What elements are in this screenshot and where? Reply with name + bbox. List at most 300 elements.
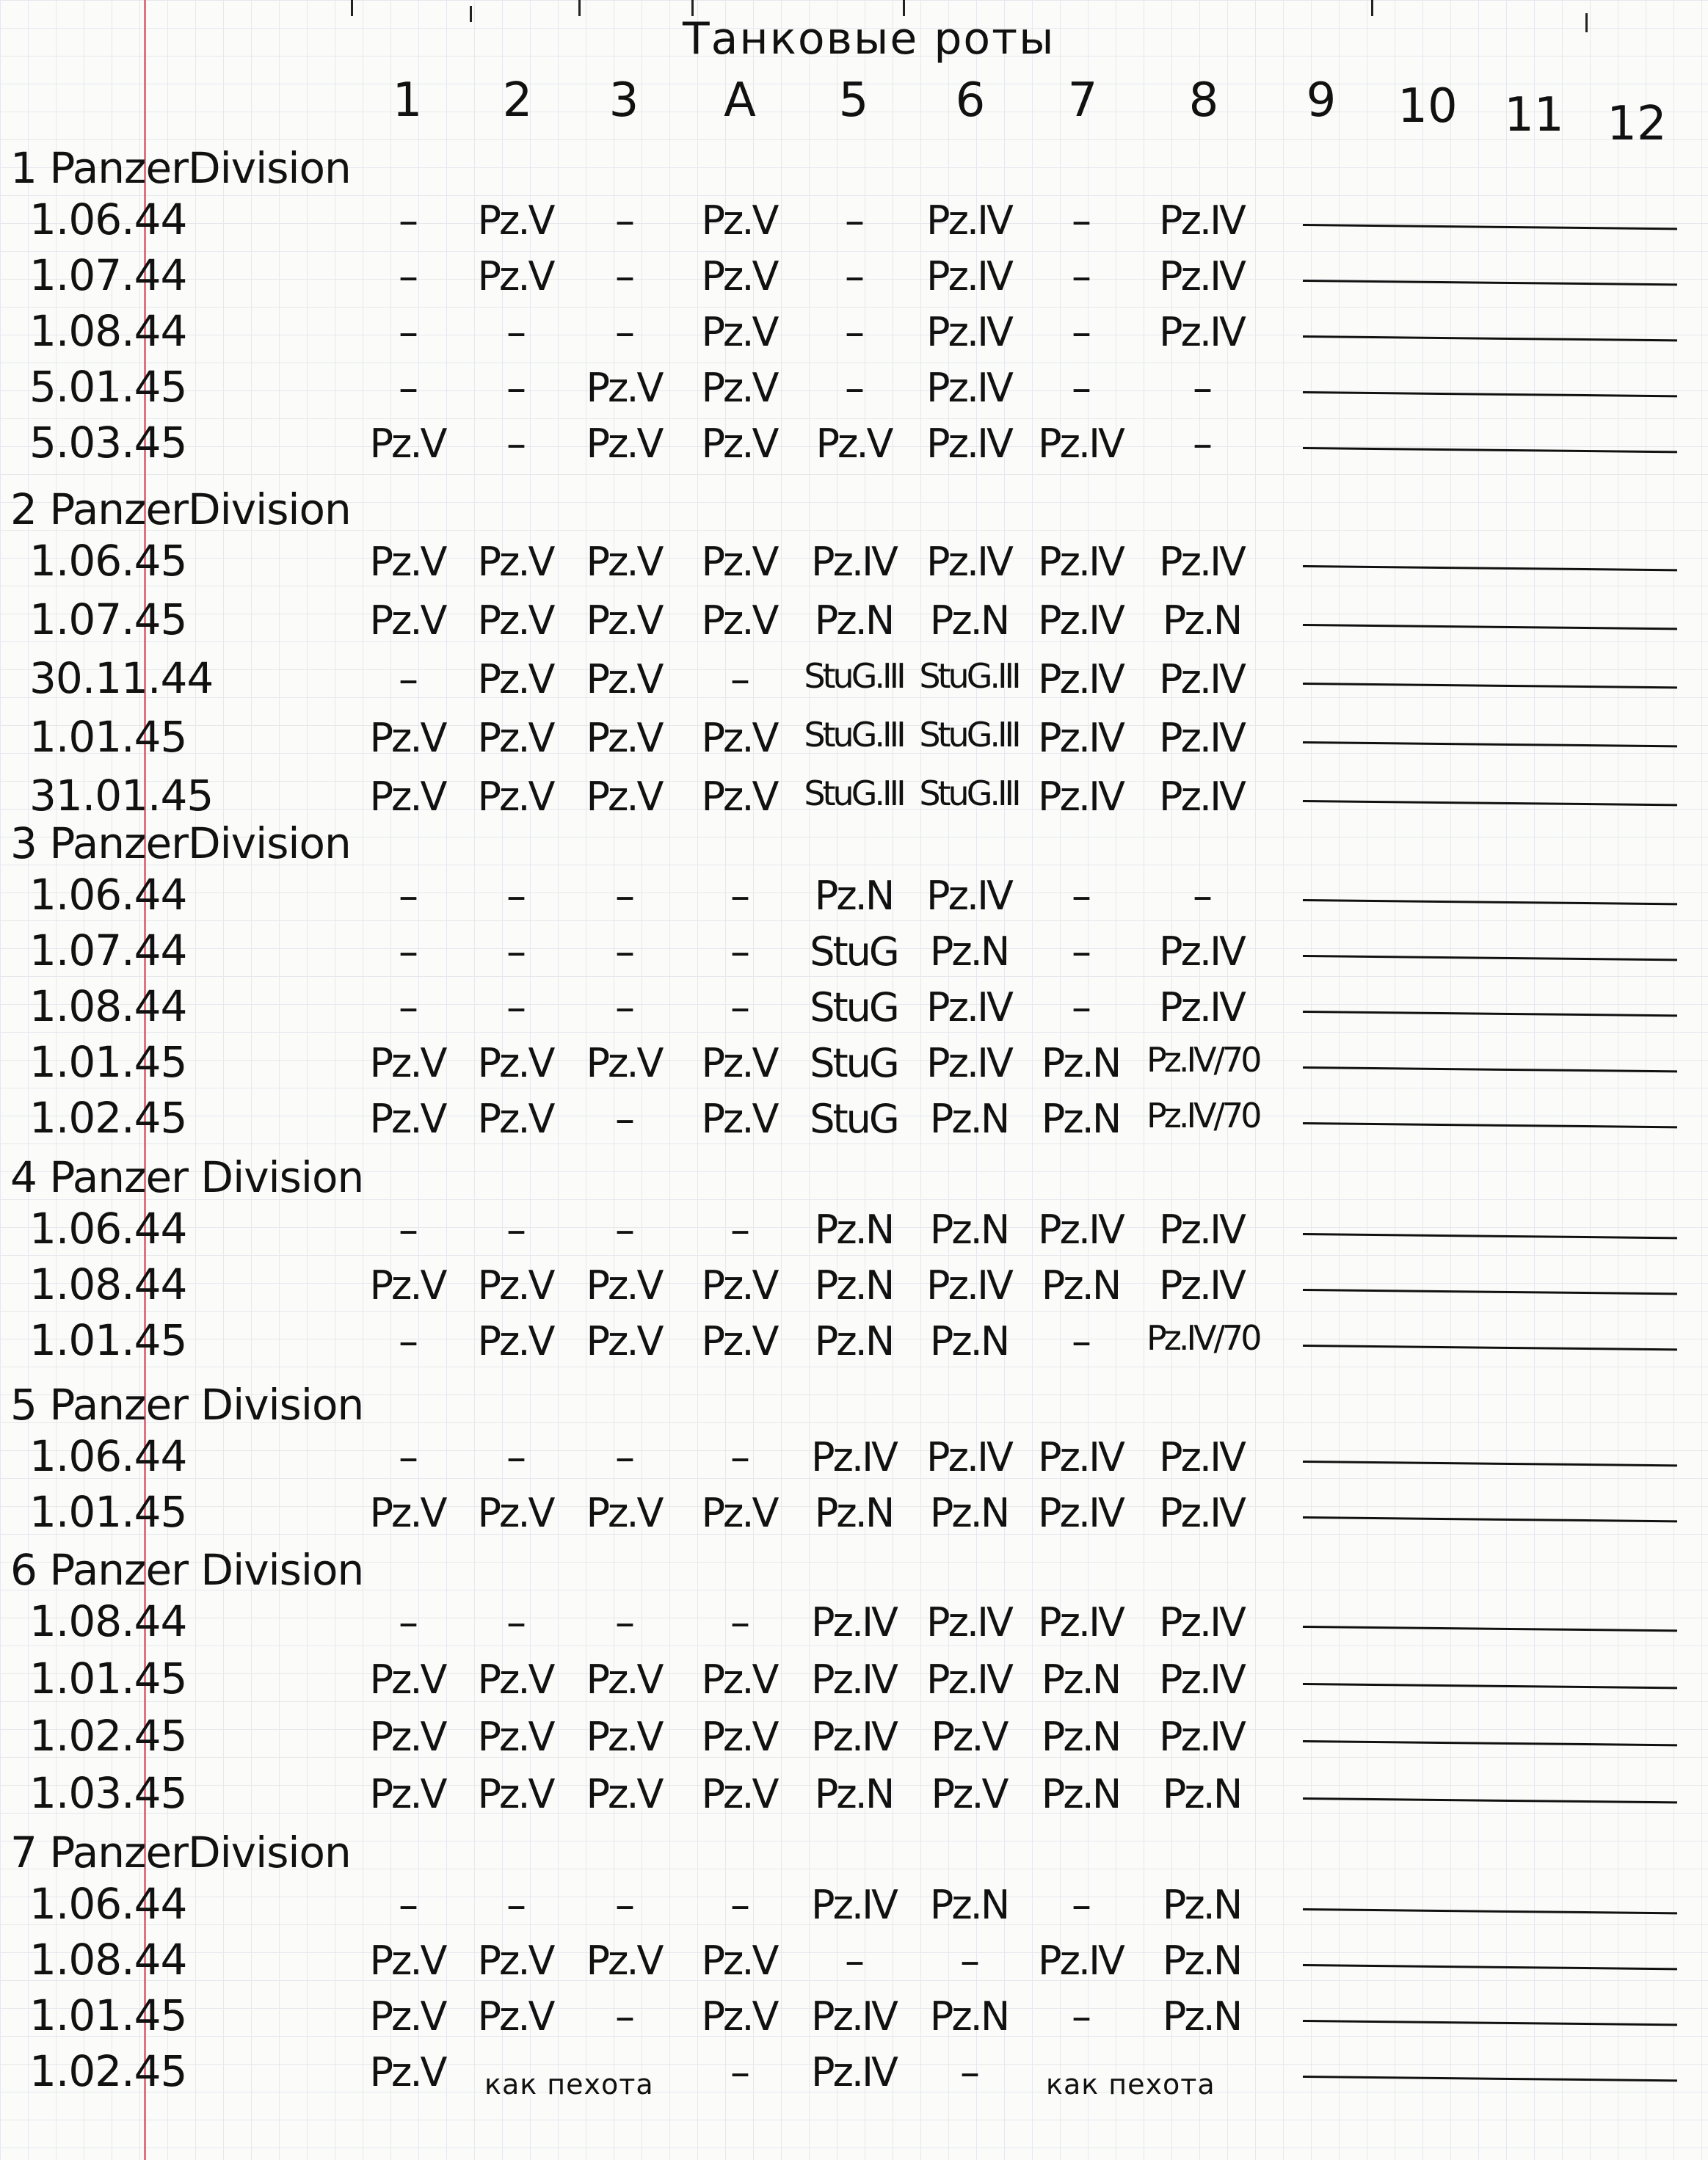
company-cell: Pz.IV: [1038, 656, 1123, 702]
column-number: 10: [1398, 79, 1458, 134]
company-cell: Pz.IV: [1038, 1434, 1123, 1480]
column-number: 12: [1607, 97, 1667, 151]
company-cell: Pz.V: [701, 1993, 777, 2040]
company-cell: Pz.IV: [926, 365, 1011, 411]
company-cell: Pz.N: [814, 1771, 893, 1817]
division-heading: 2 PanzerDivision: [10, 484, 351, 534]
company-cell: Pz.IV: [811, 1714, 896, 1760]
table-row: [0, 418, 1708, 469]
row-date: 1.06.44: [29, 1204, 187, 1254]
column-number: A: [724, 73, 756, 128]
company-cell: Pz.N: [1041, 1657, 1120, 1703]
row-date: 1.06.45: [29, 536, 187, 586]
company-cell: –: [845, 309, 862, 355]
company-cell: Pz.IV: [811, 2049, 896, 2095]
company-cell: Pz.V: [586, 1938, 662, 1984]
blank-columns-line: [1303, 447, 1677, 453]
company-cell: Pz.IV: [926, 421, 1011, 467]
division-heading: 6 Panzer Division: [10, 1545, 364, 1595]
company-cell: Pz.IV: [926, 1040, 1011, 1086]
company-cell: –: [615, 1993, 633, 2040]
company-cell: –: [506, 928, 524, 975]
company-cell: Pz.V: [477, 197, 553, 244]
company-cell: Pz.V: [701, 253, 777, 299]
company-cell: Pz.IV: [1038, 421, 1123, 467]
company-cell: –: [615, 197, 633, 244]
row-date: 1.08.44: [29, 1596, 187, 1646]
company-cell: –: [845, 1938, 862, 1984]
company-cell: –: [960, 1938, 978, 1984]
company-cell: StuG.III: [804, 715, 904, 754]
company-cell: Pz.V: [369, 1040, 446, 1086]
company-cell: StuG: [810, 1096, 898, 1142]
blank-columns-line: [1303, 1964, 1677, 1970]
company-cell: Pz.N: [1041, 1262, 1120, 1309]
blank-columns-line: [1303, 335, 1677, 341]
company-cell: –: [845, 197, 862, 244]
company-cell: Pz.V: [369, 421, 446, 467]
company-cell: Pz.V: [701, 1657, 777, 1703]
company-cell: Pz.V: [701, 1318, 777, 1364]
company-cell: Pz.V: [701, 1771, 777, 1817]
company-cell: Pz.V: [586, 656, 662, 702]
blank-columns-line: [1303, 1516, 1677, 1522]
company-cell: Pz.N: [1041, 1040, 1120, 1086]
company-cell: –: [399, 1207, 416, 1253]
company-cell: StuG.III: [919, 774, 1019, 813]
company-cell: Pz.IV: [926, 1657, 1011, 1703]
company-cell: Pz.IV: [1038, 1938, 1123, 1984]
ruler-tick: [351, 0, 353, 16]
company-cell: Pz.IV: [1038, 774, 1123, 820]
company-cell: Pz.IV: [926, 1262, 1011, 1309]
row-date: 1.01.45: [29, 1315, 187, 1365]
table-row: [0, 362, 1708, 413]
company-cell: –: [730, 984, 748, 1030]
company-cell: Pz.V: [931, 1771, 1007, 1817]
company-cell: –: [399, 1318, 416, 1364]
company-cell: Pz.IV/70: [1146, 1040, 1260, 1080]
row-date: 1.01.45: [29, 1990, 187, 2040]
company-cell: Pz.IV: [1159, 253, 1244, 299]
company-cell: Pz.V: [586, 597, 662, 644]
company-cell: Pz.V: [701, 197, 777, 244]
company-cell: Pz.V: [369, 1714, 446, 1760]
table-row: [0, 1990, 1708, 2042]
company-cell: Pz.N: [1041, 1096, 1120, 1142]
company-cell: Pz.N: [814, 873, 893, 919]
blank-columns-line: [1303, 624, 1677, 630]
company-cell: Pz.V: [477, 1938, 553, 1984]
company-cell: Pz.IV: [1159, 197, 1244, 244]
row-date: 30.11.44: [29, 653, 214, 703]
company-cell: Pz.N: [1162, 1882, 1241, 1928]
company-cell: –: [1072, 1882, 1089, 1928]
company-cell: Pz.N: [929, 1993, 1009, 2040]
company-cell: –: [730, 1882, 748, 1928]
blank-columns-line: [1303, 899, 1677, 905]
company-cell: –: [615, 873, 633, 919]
row-date: 1.02.45: [29, 2046, 187, 2096]
table-row: [0, 926, 1708, 977]
blank-columns-line: [1303, 683, 1677, 688]
row-date: 31.01.45: [29, 771, 214, 821]
company-cell: Pz.N: [1162, 597, 1241, 644]
row-date: 1.06.44: [29, 1431, 187, 1481]
company-cell: –: [506, 1434, 524, 1480]
table-row: [0, 1037, 1708, 1088]
table-row: [0, 194, 1708, 246]
row-date: 1.03.45: [29, 1768, 187, 1818]
company-cell: Pz.V: [701, 421, 777, 467]
company-cell: –: [615, 1096, 633, 1142]
company-cell: Pz.V: [477, 715, 553, 761]
company-cell: Pz.N: [1041, 1714, 1120, 1760]
company-cell: Pz.N: [814, 1318, 893, 1364]
blank-columns-line: [1303, 1011, 1677, 1017]
company-cell: –: [1072, 1993, 1089, 2040]
blank-columns-line: [1303, 2076, 1677, 2081]
column-number: 11: [1504, 88, 1564, 142]
column-number: 5: [838, 73, 869, 128]
company-cell: Pz.IV: [926, 873, 1011, 919]
company-cell: –: [1072, 1318, 1089, 1364]
company-cell: Pz.V: [369, 2049, 446, 2095]
company-cell: –: [1072, 253, 1089, 299]
company-cell: Pz.IV: [1038, 539, 1123, 585]
table-row: [0, 870, 1708, 921]
company-cell: –: [730, 656, 748, 702]
company-cell: –: [845, 365, 862, 411]
company-cell: Pz.V: [477, 1490, 553, 1536]
company-cell: StuG.III: [919, 656, 1019, 696]
company-cell: –: [399, 984, 416, 1030]
company-cell: Pz.V: [369, 1657, 446, 1703]
company-cell: Pz.IV: [1038, 597, 1123, 644]
company-cell: –: [730, 1434, 748, 1480]
company-cell: Pz.V: [586, 1318, 662, 1364]
division-heading: 4 Panzer Division: [10, 1152, 364, 1202]
company-cell: Pz.N: [929, 928, 1009, 975]
company-cell: –: [399, 365, 416, 411]
table-row: [0, 306, 1708, 357]
company-cell: –: [1072, 873, 1089, 919]
company-cell: –: [1193, 421, 1210, 467]
company-cell: Pz.V: [477, 1040, 553, 1086]
company-cell: –: [1072, 309, 1089, 355]
company-cell: –: [960, 2049, 978, 2095]
company-cell: Pz.V: [477, 1657, 553, 1703]
table-row: [0, 1935, 1708, 1986]
company-cell: –: [730, 1599, 748, 1646]
company-cell: –: [1072, 984, 1089, 1030]
company-cell: –: [615, 928, 633, 975]
blank-columns-line: [1303, 1908, 1677, 1914]
company-cell: Pz.V: [477, 1318, 553, 1364]
company-cell: Pz.IV: [811, 1434, 896, 1480]
company-cell: Pz.V: [586, 421, 662, 467]
company-cell: –: [506, 309, 524, 355]
company-cell: Pz.N: [929, 1318, 1009, 1364]
ruler-tick: [1371, 0, 1373, 16]
company-cell: Pz.V: [369, 774, 446, 820]
blank-columns-line: [1303, 565, 1677, 571]
company-cell: Pz.V: [586, 365, 662, 411]
company-cell: Pz.V: [477, 253, 553, 299]
company-cell: Pz.IV: [1159, 1262, 1244, 1309]
company-cell: Pz.N: [1041, 1771, 1120, 1817]
company-cell: –: [399, 1882, 416, 1928]
company-cell: Pz.V: [701, 309, 777, 355]
row-date: 1.08.44: [29, 306, 187, 356]
company-cell: Pz.V: [701, 1938, 777, 1984]
company-cell: Pz.IV: [1159, 774, 1244, 820]
row-date: 1.02.45: [29, 1093, 187, 1143]
blank-columns-line: [1303, 1345, 1677, 1350]
row-date: 1.01.45: [29, 712, 187, 762]
blank-columns-line: [1303, 800, 1677, 806]
infantry-note: как пехота: [1046, 2068, 1215, 2101]
company-cell: –: [506, 365, 524, 411]
company-cell: –: [1072, 928, 1089, 975]
company-cell: Pz.IV/70: [1146, 1318, 1260, 1358]
company-cell: Pz.V: [701, 539, 777, 585]
company-cell: Pz.V: [586, 774, 662, 820]
company-cell: –: [1193, 873, 1210, 919]
company-cell: –: [506, 873, 524, 919]
table-row: [0, 981, 1708, 1033]
row-date: 1.07.44: [29, 926, 187, 975]
row-date: 1.02.45: [29, 1711, 187, 1761]
company-cell: Pz.N: [1162, 1938, 1241, 1984]
division-heading: 1 PanzerDivision: [10, 143, 351, 193]
company-cell: Pz.N: [814, 1262, 893, 1309]
column-number: 7: [1067, 73, 1098, 128]
company-cell: Pz.IV: [1159, 984, 1244, 1030]
company-cell: Pz.V: [701, 1262, 777, 1309]
row-date: 1.06.44: [29, 870, 187, 920]
company-cell: Pz.V: [477, 774, 553, 820]
company-cell: –: [615, 1434, 633, 1480]
company-cell: –: [730, 928, 748, 975]
company-cell: Pz.V: [701, 597, 777, 644]
company-cell: Pz.N: [929, 597, 1009, 644]
table-row: [0, 1596, 1708, 1648]
company-cell: Pz.V: [586, 1714, 662, 1760]
row-date: 1.07.45: [29, 594, 187, 644]
company-cell: Pz.V: [369, 539, 446, 585]
company-cell: Pz.V: [701, 774, 777, 820]
company-cell: Pz.IV: [811, 1657, 896, 1703]
company-cell: –: [1072, 197, 1089, 244]
company-cell: –: [615, 309, 633, 355]
company-cell: Pz.IV: [1159, 715, 1244, 761]
company-cell: –: [730, 873, 748, 919]
table-row: [0, 1093, 1708, 1144]
company-cell: Pz.V: [477, 1993, 553, 2040]
row-date: 5.03.45: [29, 418, 187, 468]
row-date: 1.01.45: [29, 1487, 187, 1537]
row-date: 1.08.44: [29, 981, 187, 1031]
company-cell: Pz.V: [701, 1714, 777, 1760]
table-row: [0, 1204, 1708, 1255]
company-cell: Pz.IV: [1159, 1714, 1244, 1760]
company-cell: Pz.V: [815, 421, 892, 467]
column-number: 9: [1306, 73, 1337, 128]
company-cell: Pz.IV: [926, 1434, 1011, 1480]
company-cell: StuG: [810, 984, 898, 1030]
row-date: 1.06.44: [29, 194, 187, 244]
company-cell: Pz.IV: [926, 197, 1011, 244]
column-number: 1: [392, 73, 423, 128]
company-cell: –: [1072, 365, 1089, 411]
blank-columns-line: [1303, 1289, 1677, 1295]
company-cell: Pz.V: [477, 1714, 553, 1760]
company-cell: Pz.V: [701, 365, 777, 411]
company-cell: Pz.IV: [1038, 1490, 1123, 1536]
company-cell: Pz.N: [814, 1490, 893, 1536]
company-cell: Pz.IV: [1038, 1207, 1123, 1253]
company-cell: Pz.V: [477, 597, 553, 644]
company-cell: Pz.IV: [1038, 1599, 1123, 1646]
infantry-note: как пехота: [484, 2068, 654, 2101]
table-row: [0, 250, 1708, 302]
table-row: [0, 1711, 1708, 1762]
table-row: [0, 712, 1708, 763]
table-row: [0, 594, 1708, 646]
blank-columns-line: [1303, 280, 1677, 286]
company-cell: –: [1193, 365, 1210, 411]
company-cell: Pz.IV/70: [1146, 1096, 1260, 1135]
company-cell: –: [399, 1434, 416, 1480]
company-cell: Pz.V: [701, 1040, 777, 1086]
table-row: [0, 1879, 1708, 1930]
company-cell: –: [615, 1882, 633, 1928]
table-row: [0, 536, 1708, 587]
blank-columns-line: [1303, 2020, 1677, 2026]
company-cell: StuG.III: [804, 774, 904, 813]
company-cell: Pz.V: [586, 1657, 662, 1703]
company-cell: –: [399, 873, 416, 919]
company-cell: Pz.V: [701, 1096, 777, 1142]
company-cell: Pz.IV: [1159, 1599, 1244, 1646]
company-cell: –: [845, 253, 862, 299]
company-cell: –: [730, 1207, 748, 1253]
row-date: 1.01.45: [29, 1654, 187, 1703]
blank-columns-line: [1303, 1683, 1677, 1689]
company-cell: –: [506, 421, 524, 467]
company-cell: Pz.IV: [811, 539, 896, 585]
table-row: [0, 771, 1708, 822]
company-cell: Pz.IV: [1159, 1657, 1244, 1703]
row-date: 5.01.45: [29, 362, 187, 412]
company-cell: Pz.V: [586, 1262, 662, 1309]
row-date: 1.06.44: [29, 1879, 187, 1929]
company-cell: Pz.IV: [1159, 309, 1244, 355]
company-cell: Pz.N: [929, 1882, 1009, 1928]
company-cell: Pz.N: [929, 1490, 1009, 1536]
company-cell: Pz.N: [814, 1207, 893, 1253]
page-title: Танковые роты: [683, 13, 1055, 65]
company-cell: Pz.V: [369, 1938, 446, 1984]
blank-columns-line: [1303, 741, 1677, 747]
table-row: [0, 653, 1708, 705]
company-cell: Pz.N: [929, 1207, 1009, 1253]
company-cell: Pz.V: [477, 1096, 553, 1142]
company-cell: Pz.IV: [1038, 715, 1123, 761]
company-cell: –: [615, 1599, 633, 1646]
company-cell: Pz.V: [369, 1993, 446, 2040]
table-row: [0, 1431, 1708, 1483]
company-cell: Pz.IV: [926, 309, 1011, 355]
blank-columns-line: [1303, 1066, 1677, 1072]
company-cell: –: [730, 2049, 748, 2095]
company-cell: Pz.V: [477, 656, 553, 702]
company-cell: Pz.V: [477, 1771, 553, 1817]
company-cell: –: [506, 984, 524, 1030]
company-cell: Pz.V: [369, 1490, 446, 1536]
company-cell: –: [399, 928, 416, 975]
blank-columns-line: [1303, 224, 1677, 230]
blank-columns-line: [1303, 1461, 1677, 1466]
company-cell: –: [399, 253, 416, 299]
company-cell: Pz.V: [477, 1262, 553, 1309]
company-cell: –: [399, 197, 416, 244]
company-cell: Pz.IV: [1159, 1490, 1244, 1536]
table-row: [0, 1654, 1708, 1705]
row-date: 1.07.44: [29, 250, 187, 300]
division-heading: 3 PanzerDivision: [10, 818, 351, 868]
company-cell: Pz.IV: [926, 1599, 1011, 1646]
row-date: 1.08.44: [29, 1935, 187, 1985]
division-heading: 5 Panzer Division: [10, 1380, 364, 1430]
ruler-tick: [1585, 13, 1588, 32]
blank-columns-line: [1303, 1797, 1677, 1803]
company-cell: –: [506, 1207, 524, 1253]
blank-columns-line: [1303, 1740, 1677, 1746]
column-number: 8: [1188, 73, 1219, 128]
company-cell: StuG.III: [804, 656, 904, 696]
column-number: 3: [608, 73, 639, 128]
company-cell: Pz.V: [586, 1771, 662, 1817]
company-cell: –: [399, 1599, 416, 1646]
company-cell: Pz.V: [586, 1490, 662, 1536]
company-cell: Pz.V: [369, 597, 446, 644]
company-cell: StuG: [810, 928, 898, 975]
company-cell: Pz.V: [931, 1714, 1007, 1760]
company-cell: –: [399, 656, 416, 702]
column-number: 6: [955, 73, 986, 128]
company-cell: Pz.N: [1162, 1771, 1241, 1817]
company-cell: –: [615, 1207, 633, 1253]
company-cell: Pz.IV: [811, 1993, 896, 2040]
column-number: 2: [502, 73, 533, 128]
blank-columns-line: [1303, 1233, 1677, 1239]
company-cell: Pz.IV: [1159, 1207, 1244, 1253]
table-row: [0, 1487, 1708, 1538]
company-cell: Pz.IV: [811, 1599, 896, 1646]
company-cell: Pz.V: [701, 715, 777, 761]
company-cell: Pz.IV: [926, 539, 1011, 585]
company-cell: –: [615, 984, 633, 1030]
blank-columns-line: [1303, 391, 1677, 397]
company-cell: Pz.V: [586, 715, 662, 761]
company-cell: Pz.IV: [811, 1882, 896, 1928]
ruler-tick: [578, 0, 581, 16]
blank-columns-line: [1303, 955, 1677, 961]
company-cell: Pz.IV: [1159, 928, 1244, 975]
company-cell: Pz.N: [929, 1096, 1009, 1142]
